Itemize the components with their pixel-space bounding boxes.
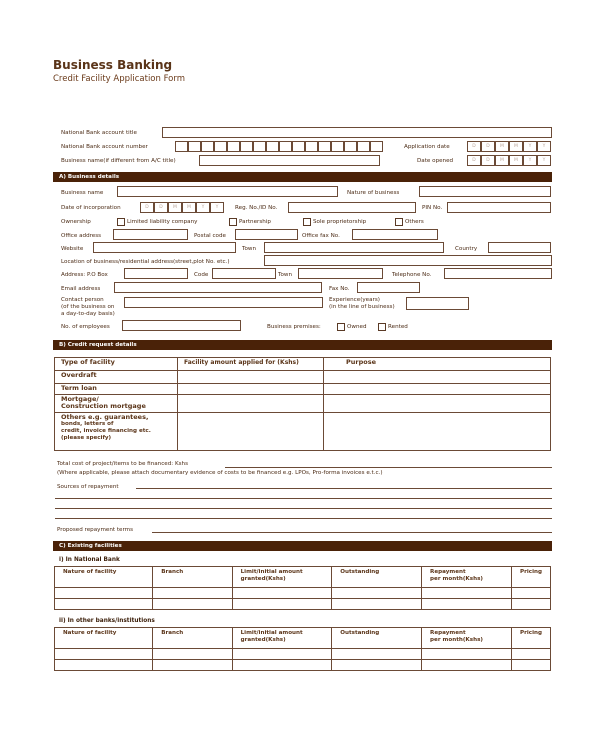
experience-note: (in the line of business) [329,304,395,310]
table-cell[interactable] [332,588,422,599]
account-number-cell[interactable] [175,141,188,152]
premises-owned-checkbox[interactable] [337,323,345,331]
account-number-cell[interactable] [201,141,214,152]
account-number-cell[interactable] [292,141,305,152]
account-number-cell[interactable] [357,141,370,152]
table-cell[interactable] [153,660,232,671]
sub-other-banks: ii) In other banks/institutions [59,618,155,624]
fax-label: Fax No. [329,286,350,292]
sub-national-bank: i) In National Bank [59,557,120,563]
table-cell[interactable] [232,588,332,599]
table-cell[interactable] [512,649,551,660]
table-cell[interactable] [232,660,332,671]
reg-no-label: Reg. No./ID No. [235,205,278,211]
premises-label: Business premises: [267,324,321,330]
date-cell[interactable]: D [467,155,481,166]
row-others [55,413,178,451]
sources-line-2[interactable] [55,498,552,499]
sources-of-repayment-label: Sources of repayment [57,484,119,490]
date-opened-field[interactable] [467,155,551,166]
col-header-line: per month(Kshs) [430,637,483,643]
table-cell[interactable] [422,588,512,599]
employees-label: No. of employees [61,324,110,330]
office-fax-field[interactable] [352,229,438,240]
premises-owned-label: Owned [347,324,367,330]
table-cell[interactable] [512,660,551,671]
code-label: Code [194,272,209,278]
overdraft-purpose-cell[interactable] [324,371,551,384]
col-header-line: Repayment [430,630,466,636]
date-opened-label: Date opened [417,158,454,164]
total-cost-label: Total cost of project/items to be financed: Kshs [57,461,189,467]
row-mortgage [55,395,178,413]
telephone-field[interactable] [444,268,552,279]
table-cell[interactable] [55,599,153,610]
col-header-line: Outstanding [340,569,380,575]
col-header-line: granted(Kshs) [240,637,286,643]
section-a-header: A) Business details [53,172,552,182]
documentary-evidence-note: (Where applicable, please attach documentary evidence of costs to be financed e.g. LPOs, Pro-forma invoices e.t.c.) [57,470,383,476]
sources-line-3[interactable] [55,508,552,509]
office-address-label: Office address [61,233,102,239]
ownership-partnership-label: Partnership [239,219,271,225]
table-cell[interactable] [55,649,153,660]
location-label: Location of business/residential address(street,plot No. etc.) [61,259,230,265]
col-header-line: Pricing [520,569,542,575]
col-header [153,567,232,588]
date-cell[interactable]: Y [537,141,551,152]
row-mortgage-line1: Mortgage/ [61,395,99,403]
col-header [512,628,551,649]
table-row [55,649,551,660]
col-header-line: Branch [161,569,184,575]
account-title-field[interactable] [162,127,552,138]
repayment-terms-label: Proposed repayment terms [57,527,134,533]
date-cell[interactable]: Y [523,141,537,152]
row-others-line3: credit, invoice financing etc. [61,428,151,434]
contact-person-note-2: a day-to-day basis) [61,311,115,317]
row-others-line1: Others e.g. guarantees, [61,413,149,421]
ownership-llc-label: Limited liability company [127,219,198,225]
ownership-sole-checkbox[interactable] [303,218,311,226]
fax-field[interactable] [357,282,420,293]
row-overdraft: Overdraft [55,371,178,384]
col-header-line: Nature of facility [63,630,117,636]
table-cell[interactable] [422,649,512,660]
account-number-cell[interactable] [370,141,383,152]
account-number-cell[interactable] [305,141,318,152]
account-number-cell[interactable] [344,141,357,152]
col-header [422,567,512,588]
date-cell[interactable]: M [495,155,509,166]
date-of-incorporation-label: Date of incorporation [61,205,121,211]
table-cell[interactable] [153,599,232,610]
credit-request-table [54,357,551,451]
nature-of-business-label: Nature of business [347,190,400,196]
col-header-line: Nature of facility [63,569,117,575]
account-number-cell[interactable] [266,141,279,152]
form-subtitle: Credit Facility Application Form [53,74,186,84]
experience-field[interactable] [406,297,469,310]
town-label: Town [242,246,257,252]
email-label: Email address [61,286,101,292]
overdraft-amount-cell[interactable] [178,371,324,384]
ownership-label: Ownership [61,219,91,225]
account-number-label: National Bank account number [61,144,148,150]
website-label: Website [61,246,84,252]
mortgage-amount-cell[interactable] [178,395,324,413]
col-header [332,628,422,649]
others-amount-cell[interactable] [178,413,324,451]
repayment-terms-line[interactable] [152,532,552,533]
nature-of-business-field[interactable] [419,186,551,197]
col-header-line: per month(Kshs) [430,576,483,582]
country-field[interactable] [488,242,551,253]
location-field[interactable] [264,255,552,266]
ownership-llc-checkbox[interactable] [117,218,125,226]
col-type-of-facility: Type of facility [55,358,178,371]
reg-no-field[interactable] [288,202,416,213]
ownership-sole-label: Sole proprietorship [313,219,367,225]
website-field[interactable] [93,242,236,253]
date-cell[interactable]: D [154,202,168,213]
date-cell[interactable]: D [140,202,154,213]
postal-code-label: Postal code [194,233,226,239]
table-cell[interactable] [232,599,332,610]
application-date-label: Application date [404,144,450,150]
col-header-line: granted(Kshs) [240,576,286,582]
col-header [422,628,512,649]
telephone-label: Telephone No. [392,272,432,278]
business-name-alt-field[interactable] [199,155,380,166]
col-header [232,628,332,649]
date-cell[interactable]: Y [537,155,551,166]
term-loan-amount-cell[interactable] [178,384,324,395]
table-row [55,599,551,610]
col-purpose: Purpose [324,358,551,371]
row-others-line4: (please specify) [61,435,112,441]
account-number-field[interactable] [175,141,383,152]
table-cell[interactable] [232,649,332,660]
term-loan-purpose-cell[interactable] [324,384,551,395]
postal-code-field[interactable] [235,229,298,240]
account-number-cell[interactable] [331,141,344,152]
experience-label: Experience(years) [329,297,380,303]
other-banks-facilities-table [54,627,551,671]
table-row [55,588,551,599]
table-cell[interactable] [332,649,422,660]
date-cell[interactable]: Y [523,155,537,166]
col-header-line: Branch [161,630,184,636]
contact-person-field[interactable] [124,297,323,308]
account-number-cell[interactable] [253,141,266,152]
table-cell[interactable] [512,599,551,610]
date-cell[interactable]: D [467,141,481,152]
date-cell[interactable]: Y [210,202,224,213]
pin-no-field[interactable] [447,202,551,213]
premises-rented-checkbox[interactable] [378,323,386,331]
date-cell[interactable]: M [182,202,196,213]
table-cell[interactable] [55,588,153,599]
date-cell[interactable]: M [509,141,523,152]
col-header-line: Outstanding [340,630,380,636]
date-of-incorporation-field[interactable] [140,202,224,213]
table-row [55,384,551,395]
table-row [55,413,551,451]
account-number-cell[interactable] [240,141,253,152]
account-number-cell[interactable] [318,141,331,152]
pin-no-label: PIN No. [422,205,443,211]
col-header-line: Repayment [430,569,466,575]
col-header [55,628,153,649]
business-name-field[interactable] [117,186,338,197]
code-field[interactable] [212,268,276,279]
date-cell[interactable]: Y [196,202,210,213]
row-term-loan: Term loan [55,384,178,395]
account-number-cell[interactable] [214,141,227,152]
table-row [55,395,551,413]
col-header [55,567,153,588]
national-bank-facilities-table [54,566,551,610]
country-label: Country [455,246,478,252]
email-field[interactable] [114,282,322,293]
town2-label: Town [278,272,293,278]
town2-field[interactable] [298,268,383,279]
col-header-line: Limit/initial amount [240,569,303,575]
date-cell[interactable]: M [495,141,509,152]
date-cell[interactable]: D [481,141,495,152]
application-date-field[interactable] [467,141,551,152]
table-cell[interactable] [153,649,232,660]
table-cell[interactable] [55,660,153,671]
premises-rented-label: Rented [388,324,408,330]
row-mortgage-line2: Construction mortgage [61,402,146,410]
col-header-line: Pricing [520,630,542,636]
section-c-header: C) Existing facilities [53,541,552,551]
col-header [332,567,422,588]
row-others-line2: bonds, letters of [61,421,114,427]
date-cell[interactable]: D [481,155,495,166]
town-field[interactable] [264,242,444,253]
po-box-label: Address: P.O Box [61,272,108,278]
ownership-others-checkbox[interactable] [395,218,403,226]
table-cell[interactable] [512,588,551,599]
po-box-field[interactable] [124,268,188,279]
date-cell[interactable]: M [168,202,182,213]
col-header [232,567,332,588]
table-cell[interactable] [422,660,512,671]
total-cost-line[interactable] [225,467,552,468]
col-facility-amount: Facility amount applied for (Kshs) [178,358,324,371]
col-header [153,628,232,649]
sources-line-1[interactable] [136,488,552,489]
account-title-label: National Bank account title [61,130,137,136]
account-number-cell[interactable] [188,141,201,152]
sources-line-4[interactable] [55,518,552,519]
employees-field[interactable] [122,320,241,331]
office-address-field[interactable] [113,229,188,240]
table-cell[interactable] [422,599,512,610]
mortgage-purpose-cell[interactable] [324,395,551,413]
form-title: Business Banking [53,58,173,72]
account-number-cell[interactable] [227,141,240,152]
contact-person-note-1: (of the business on [61,304,115,310]
date-cell[interactable]: M [509,155,523,166]
table-cell[interactable] [153,588,232,599]
account-number-cell[interactable] [279,141,292,152]
contact-person-label: Contact person [61,297,104,303]
col-header [512,567,551,588]
section-b-header: B) Credit request details [53,340,552,350]
table-row [55,660,551,671]
ownership-others-label: Others [405,219,424,225]
table-cell[interactable] [332,660,422,671]
office-fax-label: Office fax No. [302,233,340,239]
col-header-line: Limit/initial amount [240,630,303,636]
business-name-label: Business name [61,190,104,196]
ownership-partnership-checkbox[interactable] [229,218,237,226]
others-purpose-cell[interactable] [324,413,551,451]
table-row [55,371,551,384]
table-cell[interactable] [332,599,422,610]
business-name-alt-label: Business name(if different from A/C title) [61,158,176,164]
